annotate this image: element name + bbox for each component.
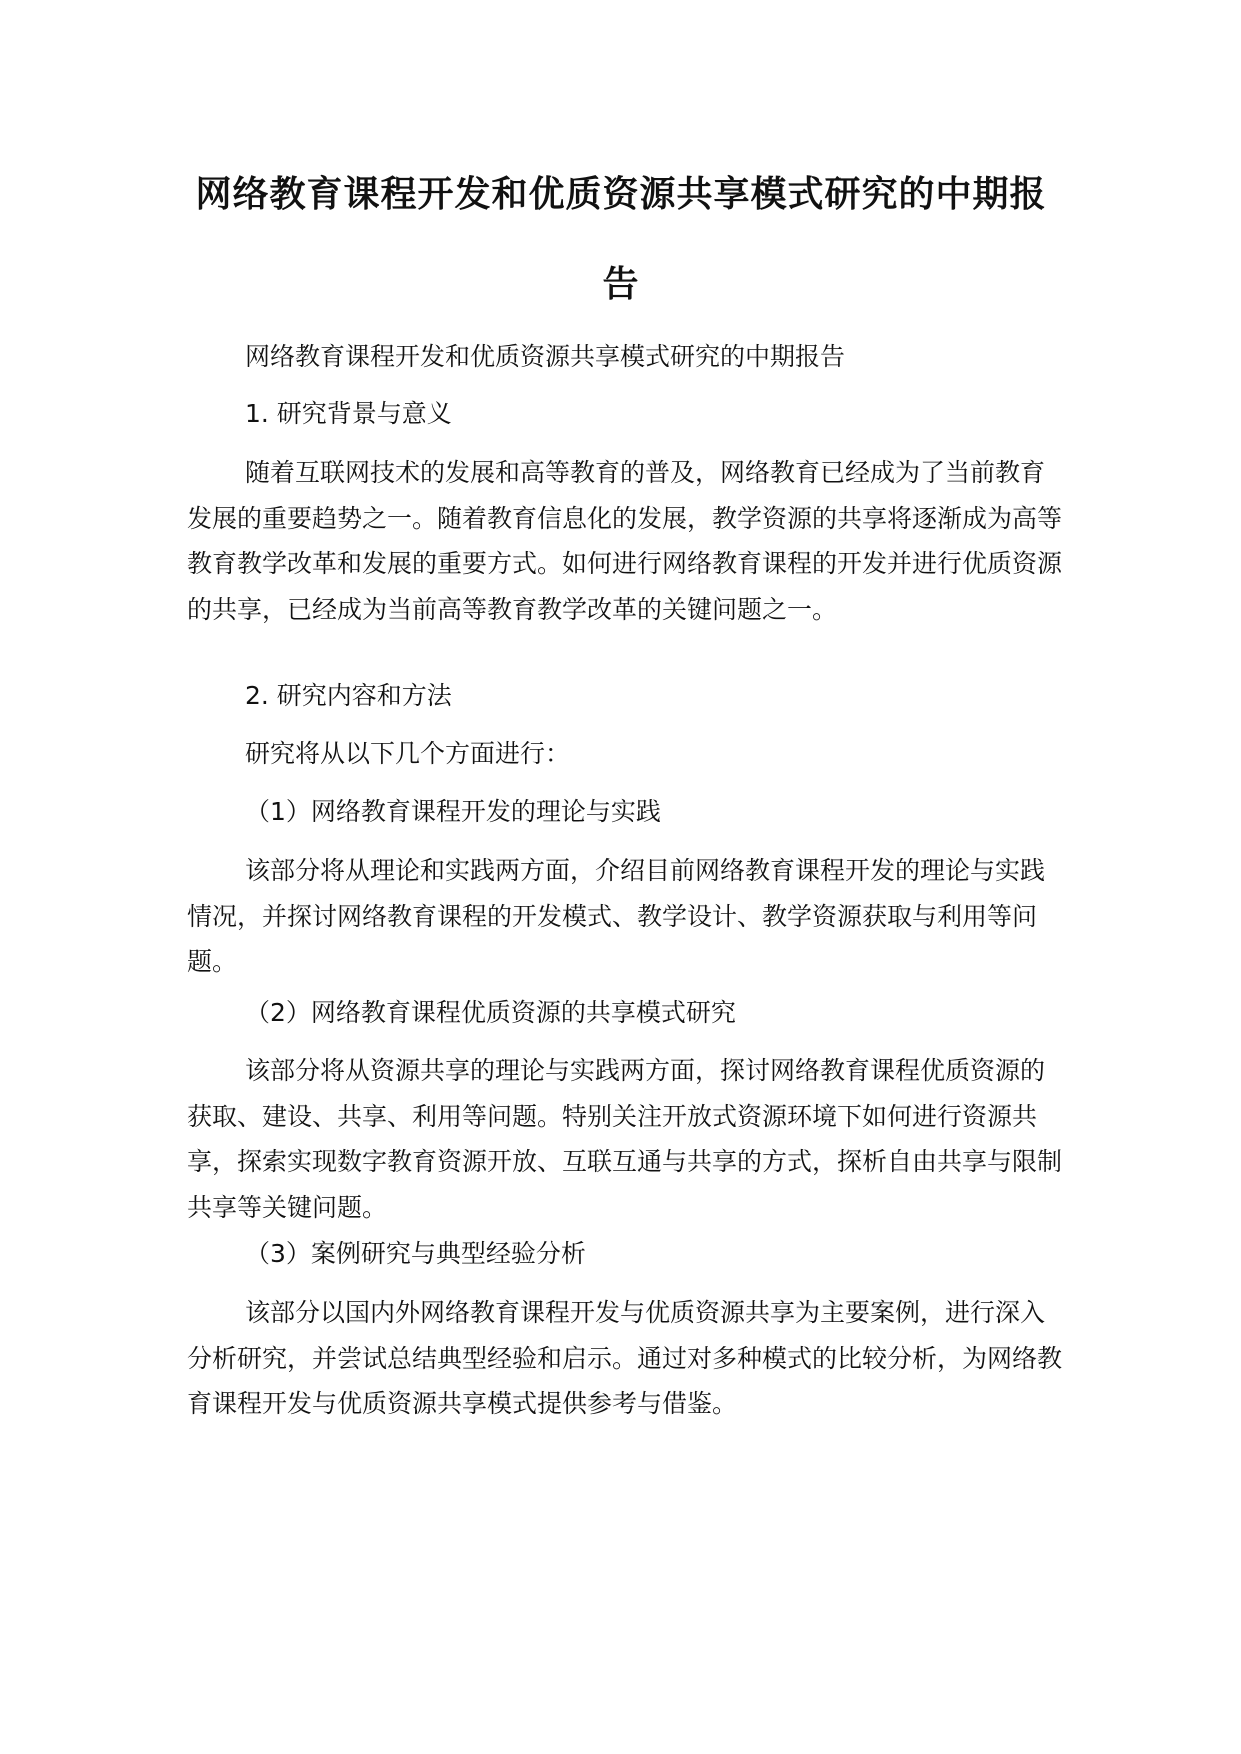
item-3-body: 该部分以国内外网络教育课程开发与优质资源共享为主要案例，进行深入分析研究，并尝试总结典型经验和启示。通过对多种模式的比较分析，为网络教育课程开发与优质资源共享模式提供参考与借鉴。 xyxy=(187,1298,1063,1418)
section-1-body: 随着互联网技术的发展和高等教育的普及，网络教育已经成为了当前教育发展的重要趋势之一。随着教育信息化的发展，教学资源的共享将逐渐成为高等教育教学改革和发展的重要方式。如何进行网络教育课程的开发并进行优质资源的共享，已经成为当前高等教育教学改革的关键问题之一。 xyxy=(187,458,1063,624)
item-3-heading: （3）案例研究与典型经验分析 xyxy=(245,1239,586,1268)
section-1-heading: 1. 研究背景与意义 xyxy=(245,399,452,428)
item-1-body: 该部分将从理论和实践两方面，介绍目前网络教育课程开发的理论与实践情况，并探讨网络教育课程的开发模式、教学设计、教学资源获取与利用等问题。 xyxy=(187,856,1046,976)
subtitle-line: 网络教育课程开发和优质资源共享模式研究的中期报告 xyxy=(245,342,846,371)
document-title: 网络教育课程开发和优质资源共享模式研究的中期报告 xyxy=(195,174,1047,305)
item-2-body: 该部分将从资源共享的理论与实践两方面，探讨网络教育课程优质资源的获取、建设、共享、利用等问题。特别关注开放式资源环境下如何进行资源共享，探索实现数字教育资源开放、互联互通与共享的方式，探析自由共享与限制共享等关键问题。 xyxy=(187,1056,1063,1222)
section-2-intro: 研究将从以下几个方面进行： xyxy=(245,739,571,768)
section-2-heading: 2. 研究内容和方法 xyxy=(245,681,452,710)
item-2-heading: （2）网络教育课程优质资源的共享模式研究 xyxy=(245,998,736,1027)
item-1-heading: （1）网络教育课程开发的理论与实践 xyxy=(245,797,661,826)
